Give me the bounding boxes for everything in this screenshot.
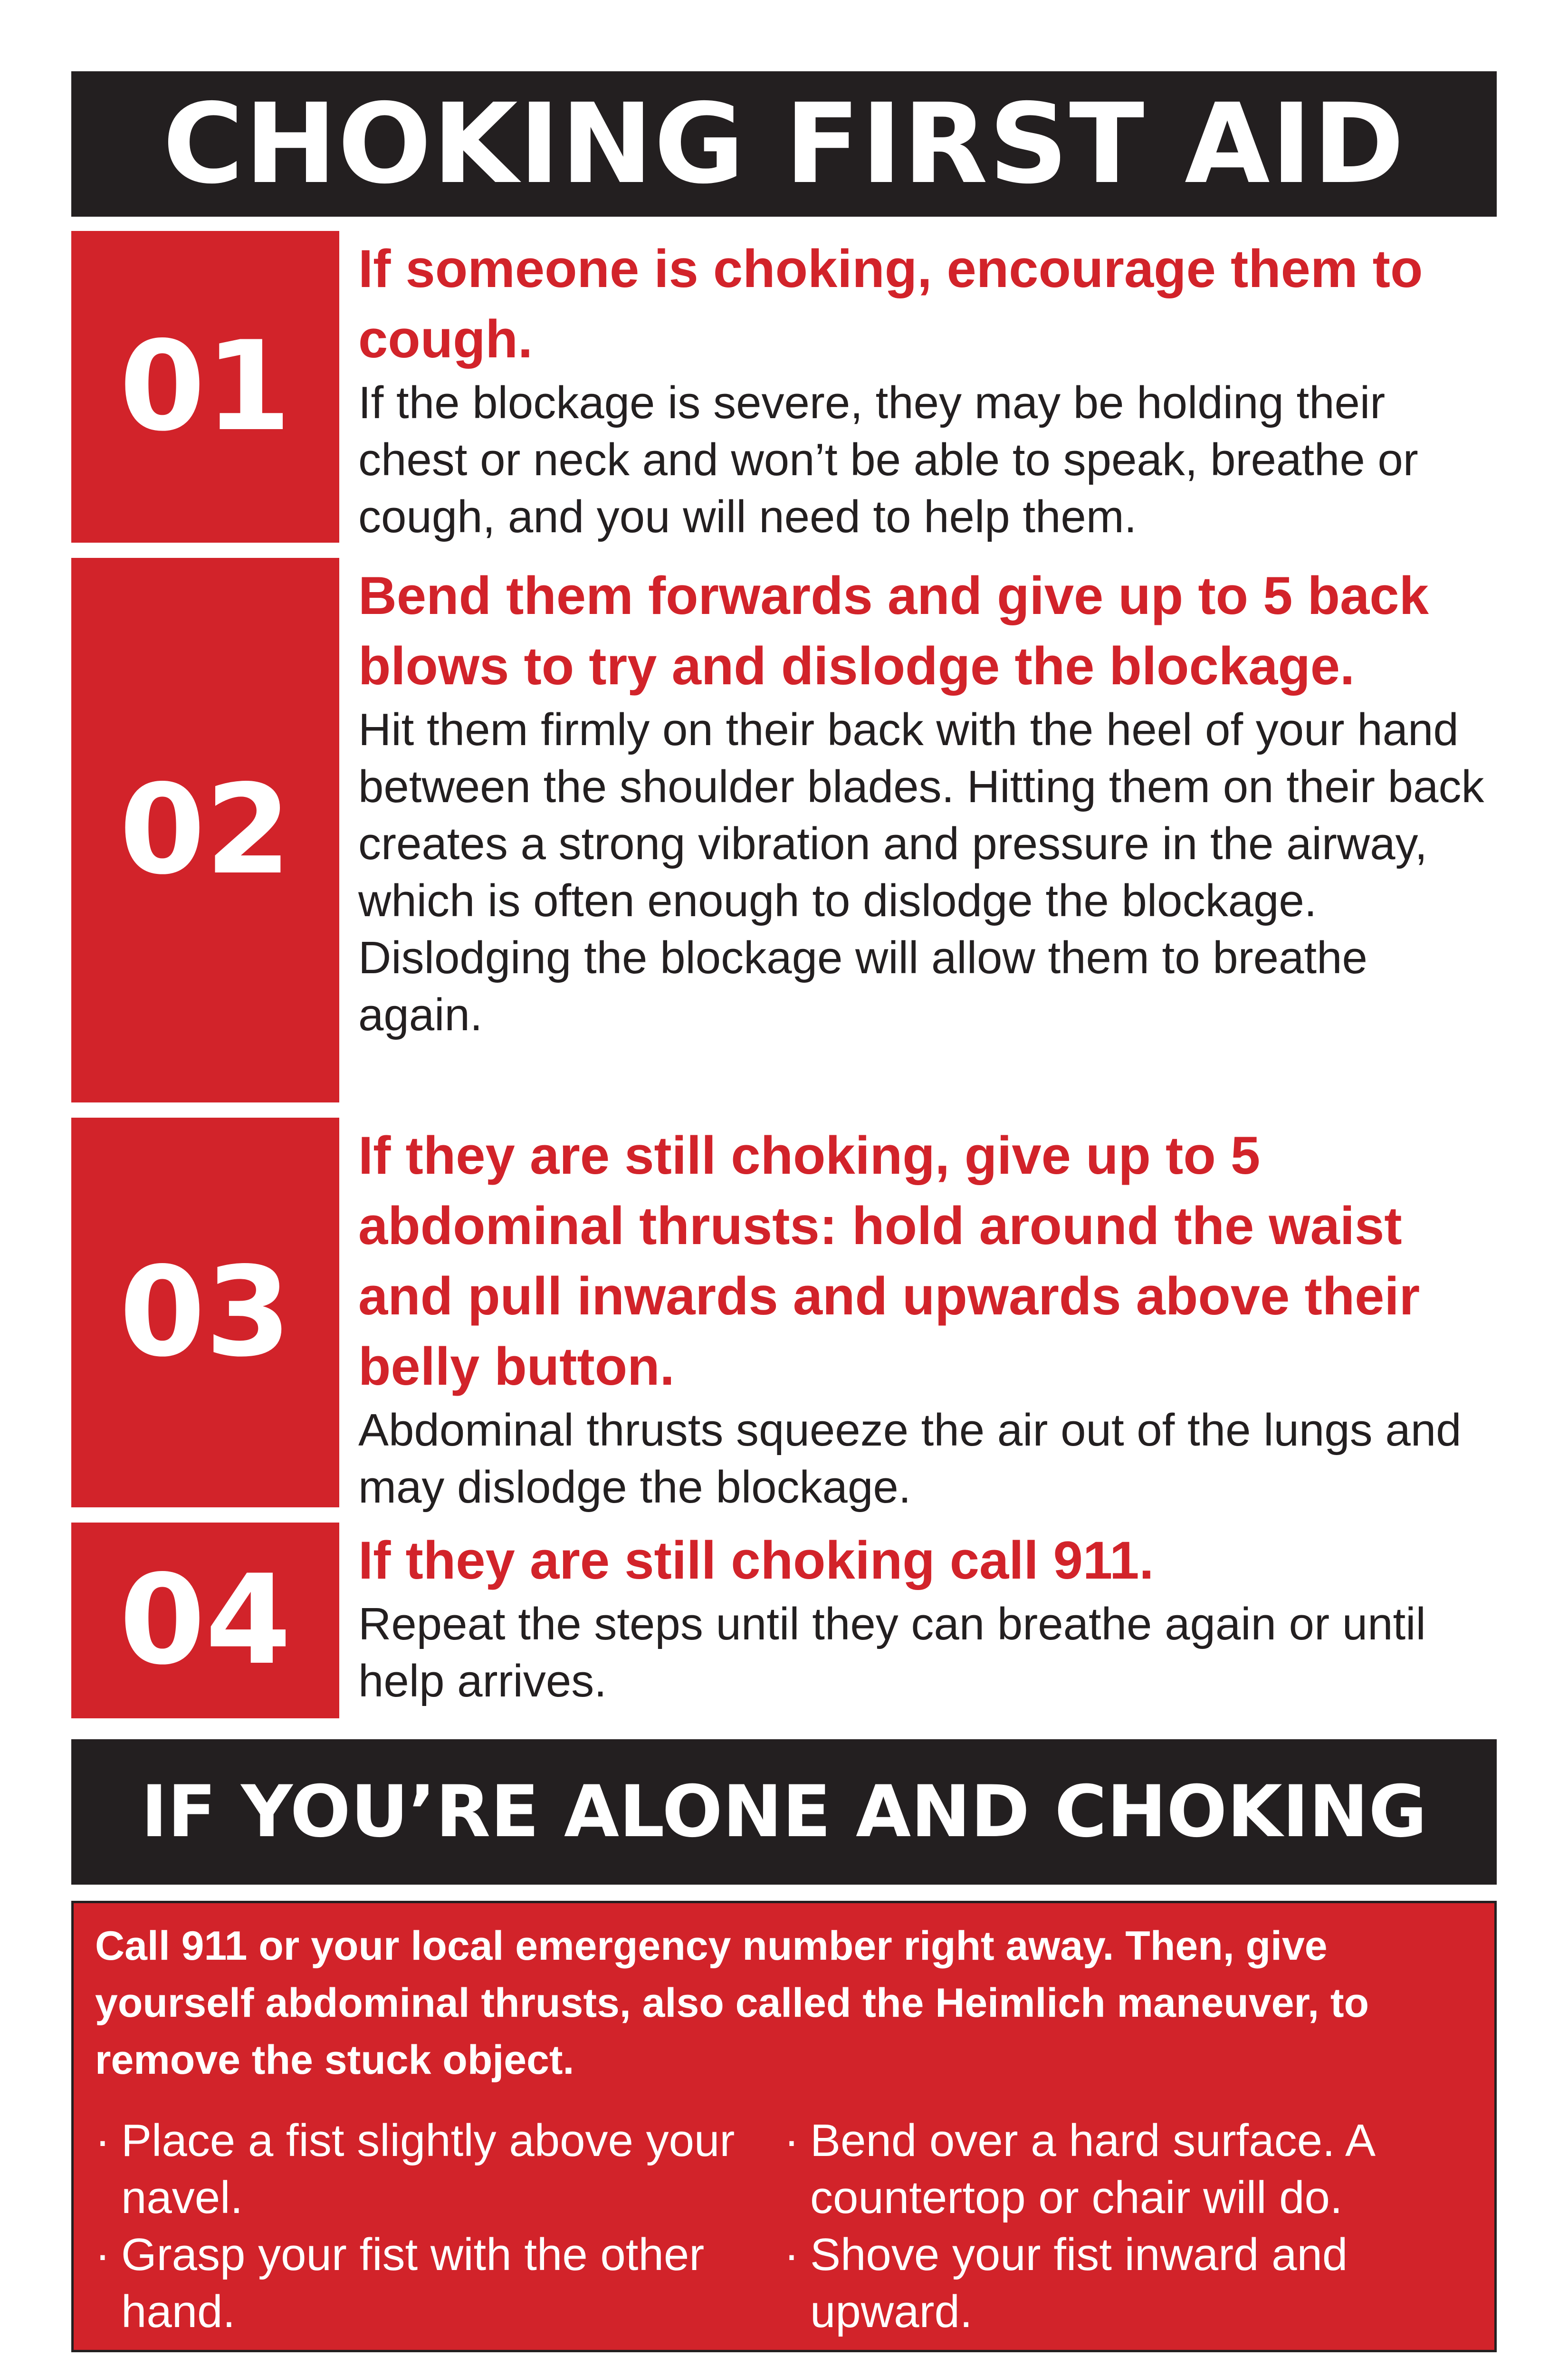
title-banner bbox=[71, 71, 1497, 217]
step-content bbox=[358, 561, 1497, 1044]
alone-banner bbox=[71, 1739, 1497, 1885]
step-body: Hit them firmly on their back with the heel of your hand between the shoulder blades. Hitting them on their back creates a strong vibration and pressure in the airway, which is often enough to dislodge the blockage. Dislodging the blockage will allow them to breathe again. bbox=[358, 704, 1484, 1040]
step-3 bbox=[71, 1118, 1497, 1513]
step-number: 01 bbox=[119, 315, 291, 459]
list-item bbox=[95, 2112, 760, 2226]
step-heading: If they are still choking call 911. bbox=[358, 1531, 1154, 1590]
step-number-box bbox=[71, 231, 339, 543]
step-number: 04 bbox=[119, 1549, 291, 1692]
bullet-marker: · bbox=[784, 2229, 799, 2280]
bullet-text: Bend over a hard surface. A countertop or chair will do. bbox=[810, 2115, 1373, 2223]
step-number: 02 bbox=[119, 758, 291, 902]
step-content bbox=[358, 1121, 1497, 1516]
step-body: Abdominal thrusts squeeze the air out of the lungs and may dislodge the blockage. bbox=[358, 1405, 1462, 1513]
bullet-text: Place a fist slightly above your navel. bbox=[121, 2115, 735, 2223]
step-number-box bbox=[71, 558, 339, 1102]
list-item bbox=[784, 2112, 1449, 2226]
step-number-box bbox=[71, 1523, 339, 1718]
bullet-column-right bbox=[784, 2112, 1449, 2340]
step-content bbox=[358, 1525, 1497, 1710]
bullet-column-left bbox=[95, 2112, 760, 2340]
bullet-marker: · bbox=[95, 2229, 110, 2280]
step-2 bbox=[71, 558, 1497, 1102]
step-number-box bbox=[71, 1118, 339, 1507]
step-4 bbox=[71, 1523, 1497, 1718]
alone-intro: Call 911 or your local emergency number right away. Then, give yourself abdominal thrusts, also called the Heimlich maneuver, to remove the stuck object. bbox=[95, 1923, 1369, 2083]
step-heading: Bend them forwards and give up to 5 back blows to try and dislodge the blockage. bbox=[358, 566, 1429, 696]
step-content bbox=[358, 234, 1497, 546]
list-item bbox=[95, 2226, 760, 2340]
bullet-text: Grasp your fist with the other hand. bbox=[121, 2229, 705, 2337]
step-number: 03 bbox=[119, 1241, 291, 1384]
bullet-marker: · bbox=[95, 2115, 110, 2166]
bullet-text: Shove your fist inward and upward. bbox=[810, 2229, 1348, 2337]
step-1 bbox=[71, 231, 1497, 543]
step-heading: If they are still choking, give up to 5 abdominal thrusts: hold around the waist and pull inwards and upwards above their belly button. bbox=[358, 1126, 1420, 1396]
list-item bbox=[784, 2226, 1449, 2340]
alone-instructions-box bbox=[71, 1901, 1497, 2352]
alone-title: IF YOU’RE ALONE AND CHOKING bbox=[141, 1771, 1427, 1853]
step-body: If the blockage is severe, they may be holding their chest or neck and won’t be able to speak, breathe or cough, and you will need to help them. bbox=[358, 377, 1418, 542]
bullet-marker: · bbox=[784, 2115, 799, 2166]
step-heading: If someone is choking, encourage them to cough. bbox=[358, 239, 1423, 369]
step-body: Repeat the steps until they can breathe again or until help arrives. bbox=[358, 1599, 1426, 1706]
page-title: CHOKING FIRST AID bbox=[163, 80, 1405, 208]
